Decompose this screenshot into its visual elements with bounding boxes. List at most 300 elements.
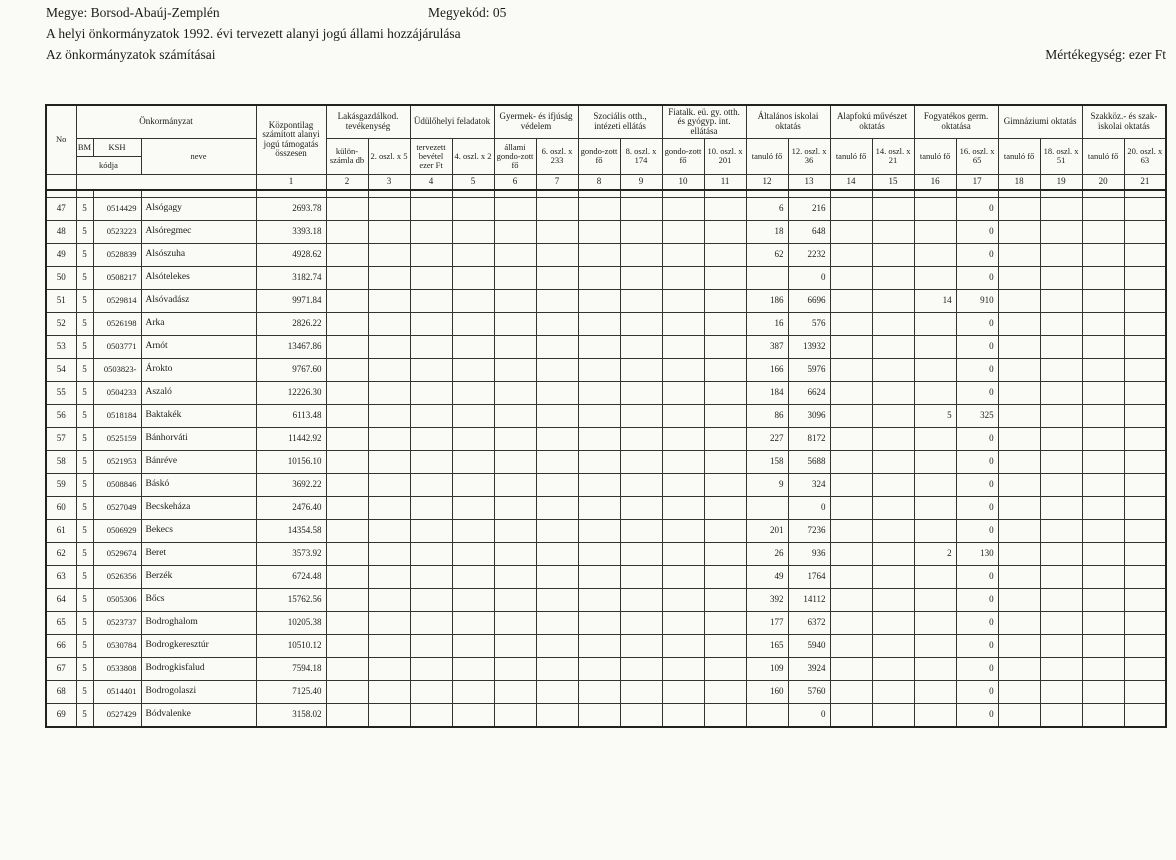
value-cell <box>452 312 494 335</box>
value-cell <box>326 611 368 634</box>
value-cell <box>368 450 410 473</box>
value-cell <box>1124 404 1166 427</box>
value-cell: 6372 <box>788 611 830 634</box>
value-cell: 0 <box>956 611 998 634</box>
value-cell <box>704 519 746 542</box>
value-cell <box>494 450 536 473</box>
value-cell <box>872 703 914 727</box>
total-support: 9971.84 <box>256 289 326 312</box>
value-cell <box>662 565 704 588</box>
value-cell <box>872 197 914 220</box>
value-cell <box>494 519 536 542</box>
value-cell <box>620 634 662 657</box>
header-bm: BM <box>76 138 93 156</box>
value-cell <box>830 197 872 220</box>
value-cell <box>536 611 578 634</box>
value-cell <box>998 197 1040 220</box>
value-cell <box>326 266 368 289</box>
value-cell <box>872 404 914 427</box>
value-cell <box>536 680 578 703</box>
value-cell <box>1082 634 1124 657</box>
municipality-name: Bőcs <box>141 588 256 611</box>
value-cell <box>872 312 914 335</box>
municipality-name: Baktakék <box>141 404 256 427</box>
value-cell <box>1040 243 1082 266</box>
value-cell <box>410 197 452 220</box>
value-cell <box>1124 519 1166 542</box>
value-cell <box>830 427 872 450</box>
value-cell: 0 <box>956 657 998 680</box>
ksh-code: 0514429 <box>93 197 141 220</box>
column-number: 2 <box>326 174 368 190</box>
value-cell <box>830 335 872 358</box>
value-cell <box>578 634 620 657</box>
total-support: 12226.30 <box>256 381 326 404</box>
value-cell <box>998 450 1040 473</box>
header-group: Alapfokú művészet oktatás <box>830 105 914 138</box>
value-cell <box>662 266 704 289</box>
value-cell <box>872 335 914 358</box>
value-cell <box>704 565 746 588</box>
total-support: 3692.22 <box>256 473 326 496</box>
value-cell <box>452 358 494 381</box>
header-subcolumn: 2. oszl. x 5 <box>368 138 410 174</box>
ksh-code: 0523223 <box>93 220 141 243</box>
value-cell: 0 <box>956 266 998 289</box>
value-cell <box>662 680 704 703</box>
value-cell <box>536 266 578 289</box>
value-cell <box>578 381 620 404</box>
column-number: 6 <box>494 174 536 190</box>
value-cell: 910 <box>956 289 998 312</box>
value-cell <box>620 358 662 381</box>
value-cell: 324 <box>788 473 830 496</box>
header-subcolumn: állami gondo-zott fő <box>494 138 536 174</box>
value-cell: 16 <box>746 312 788 335</box>
value-cell <box>998 243 1040 266</box>
value-cell <box>1082 404 1124 427</box>
spacer-cell <box>914 190 956 198</box>
row-number: 51 <box>46 289 76 312</box>
ksh-code: 0503823- <box>93 358 141 381</box>
ksh-code: 0523737 <box>93 611 141 634</box>
value-cell <box>536 335 578 358</box>
total-support: 2476.40 <box>256 496 326 519</box>
table-row <box>46 611 1166 634</box>
value-cell <box>998 266 1040 289</box>
header-subcolumn: tanuló fő <box>830 138 872 174</box>
value-cell <box>410 450 452 473</box>
table-row <box>46 266 1166 289</box>
spacer-cell <box>956 190 998 198</box>
row-number: 61 <box>46 519 76 542</box>
value-cell <box>998 312 1040 335</box>
value-cell <box>368 289 410 312</box>
value-cell <box>914 450 956 473</box>
header-group: Lakásgazdálkod. tevékenység <box>326 105 410 138</box>
ksh-code: 0527049 <box>93 496 141 519</box>
value-cell: 1764 <box>788 565 830 588</box>
value-cell <box>620 427 662 450</box>
value-cell <box>1124 565 1166 588</box>
value-cell <box>410 220 452 243</box>
value-cell <box>1082 496 1124 519</box>
value-cell: 158 <box>746 450 788 473</box>
value-cell: 5976 <box>788 358 830 381</box>
value-cell <box>830 634 872 657</box>
value-cell <box>620 335 662 358</box>
header-subcolumn: tanuló fő <box>998 138 1040 174</box>
value-cell <box>578 657 620 680</box>
ksh-code: 0508217 <box>93 266 141 289</box>
value-cell <box>410 657 452 680</box>
value-cell <box>620 312 662 335</box>
ksh-code: 0530784 <box>93 634 141 657</box>
bm-code: 5 <box>76 335 93 358</box>
value-cell: 325 <box>956 404 998 427</box>
value-cell <box>494 335 536 358</box>
value-cell <box>872 473 914 496</box>
municipality-name: Báskó <box>141 473 256 496</box>
column-number: 3 <box>368 174 410 190</box>
ksh-code: 0529674 <box>93 542 141 565</box>
value-cell <box>998 565 1040 588</box>
value-cell <box>1124 266 1166 289</box>
value-cell <box>998 427 1040 450</box>
value-cell <box>326 404 368 427</box>
value-cell <box>326 657 368 680</box>
value-cell <box>1124 243 1166 266</box>
bm-code: 5 <box>76 220 93 243</box>
value-cell <box>326 680 368 703</box>
spacer-cell <box>1082 190 1124 198</box>
municipality-name: Alsóregmec <box>141 220 256 243</box>
value-cell <box>662 243 704 266</box>
municipality-name: Aszaló <box>141 381 256 404</box>
bm-code: 5 <box>76 289 93 312</box>
ksh-code: 0504233 <box>93 381 141 404</box>
column-number: 17 <box>956 174 998 190</box>
value-cell: 14 <box>914 289 956 312</box>
value-cell <box>368 703 410 727</box>
value-cell <box>998 404 1040 427</box>
value-cell <box>914 611 956 634</box>
value-cell <box>410 404 452 427</box>
value-cell <box>1040 703 1082 727</box>
value-cell <box>410 473 452 496</box>
bm-code: 5 <box>76 519 93 542</box>
value-cell <box>830 312 872 335</box>
table-row <box>46 680 1166 703</box>
value-cell <box>704 450 746 473</box>
value-cell <box>1082 289 1124 312</box>
value-cell <box>452 335 494 358</box>
total-support: 3573.92 <box>256 542 326 565</box>
value-cell <box>536 197 578 220</box>
value-cell <box>578 427 620 450</box>
header-subcolumn: 10. oszl. x 201 <box>704 138 746 174</box>
value-cell <box>452 588 494 611</box>
value-cell <box>704 496 746 519</box>
row-number: 56 <box>46 404 76 427</box>
allocation-table <box>45 104 1167 728</box>
header-blank <box>46 174 76 190</box>
total-support: 9767.60 <box>256 358 326 381</box>
value-cell <box>536 289 578 312</box>
value-cell <box>326 450 368 473</box>
spacer-cell <box>578 190 620 198</box>
value-cell <box>998 519 1040 542</box>
value-cell <box>620 243 662 266</box>
municipality-name: Bodroghalom <box>141 611 256 634</box>
value-cell: 0 <box>956 634 998 657</box>
header-group: Általános iskolai oktatás <box>746 105 830 138</box>
spacer-cell <box>141 190 256 198</box>
value-cell <box>1124 496 1166 519</box>
value-cell <box>578 473 620 496</box>
value-cell <box>1040 519 1082 542</box>
value-cell <box>1040 220 1082 243</box>
value-cell <box>830 473 872 496</box>
row-number: 60 <box>46 496 76 519</box>
value-cell <box>1082 358 1124 381</box>
value-cell <box>872 450 914 473</box>
value-cell <box>494 266 536 289</box>
value-cell <box>326 358 368 381</box>
value-cell <box>746 703 788 727</box>
value-cell <box>830 243 872 266</box>
column-number: 16 <box>914 174 956 190</box>
value-cell: 6696 <box>788 289 830 312</box>
value-cell <box>368 565 410 588</box>
value-cell <box>368 634 410 657</box>
value-cell <box>1040 404 1082 427</box>
value-cell <box>620 496 662 519</box>
value-cell <box>1040 542 1082 565</box>
bm-code: 5 <box>76 542 93 565</box>
header-subcolumn: 14. oszl. x 21 <box>872 138 914 174</box>
value-cell <box>620 381 662 404</box>
value-cell <box>452 611 494 634</box>
value-cell: 0 <box>956 519 998 542</box>
value-cell <box>662 450 704 473</box>
value-cell <box>872 519 914 542</box>
value-cell <box>998 680 1040 703</box>
value-cell <box>704 634 746 657</box>
table-row <box>46 358 1166 381</box>
value-cell <box>830 657 872 680</box>
ksh-code: 0503771 <box>93 335 141 358</box>
value-cell: 0 <box>956 335 998 358</box>
value-cell: 49 <box>746 565 788 588</box>
value-cell <box>536 220 578 243</box>
value-cell <box>368 404 410 427</box>
value-cell: 3924 <box>788 657 830 680</box>
value-cell <box>1082 703 1124 727</box>
ksh-code: 0521953 <box>93 450 141 473</box>
value-cell: 0 <box>956 427 998 450</box>
ksh-code: 0527429 <box>93 703 141 727</box>
row-number: 63 <box>46 565 76 588</box>
value-cell <box>620 657 662 680</box>
value-cell <box>662 335 704 358</box>
value-cell <box>914 381 956 404</box>
value-cell <box>704 703 746 727</box>
value-cell <box>1040 588 1082 611</box>
value-cell <box>1040 289 1082 312</box>
spacer-cell <box>872 190 914 198</box>
value-cell <box>1040 312 1082 335</box>
value-cell <box>536 450 578 473</box>
total-support: 3393.18 <box>256 220 326 243</box>
spacer-cell <box>746 190 788 198</box>
value-cell <box>998 496 1040 519</box>
value-cell: 9 <box>746 473 788 496</box>
value-cell <box>704 312 746 335</box>
bm-code: 5 <box>76 266 93 289</box>
value-cell: 936 <box>788 542 830 565</box>
column-number: 1 <box>256 174 326 190</box>
column-number: 11 <box>704 174 746 190</box>
value-cell <box>872 565 914 588</box>
table-row <box>46 588 1166 611</box>
municipality-name: Alsótelekes <box>141 266 256 289</box>
value-cell: 5 <box>914 404 956 427</box>
value-cell: 109 <box>746 657 788 680</box>
value-cell <box>536 358 578 381</box>
municipality-name: Bodrogolaszi <box>141 680 256 703</box>
value-cell <box>830 496 872 519</box>
value-cell: 2232 <box>788 243 830 266</box>
value-cell <box>1124 588 1166 611</box>
value-cell <box>494 381 536 404</box>
header-group: Fogyatékos germ. oktatása <box>914 105 998 138</box>
bm-code: 5 <box>76 404 93 427</box>
value-cell <box>410 358 452 381</box>
value-cell <box>704 358 746 381</box>
value-cell <box>578 611 620 634</box>
spacer-cell <box>1040 190 1082 198</box>
value-cell <box>998 381 1040 404</box>
value-cell: 2 <box>914 542 956 565</box>
value-cell: 184 <box>746 381 788 404</box>
value-cell: 0 <box>956 450 998 473</box>
value-cell <box>452 519 494 542</box>
municipality-name: Alsóvadász <box>141 289 256 312</box>
unit-label: Mértékegység: ezer Ft <box>1045 47 1166 62</box>
table-row <box>46 565 1166 588</box>
value-cell <box>662 634 704 657</box>
total-support: 7594.18 <box>256 657 326 680</box>
value-cell <box>1124 289 1166 312</box>
county-label: Megye: Borsod-Abaúj-Zemplén <box>46 5 220 20</box>
ksh-code: 0525159 <box>93 427 141 450</box>
value-cell <box>1082 450 1124 473</box>
value-cell <box>746 496 788 519</box>
table-row <box>46 220 1166 243</box>
value-cell: 165 <box>746 634 788 657</box>
value-cell <box>326 703 368 727</box>
value-cell <box>914 243 956 266</box>
bm-code: 5 <box>76 450 93 473</box>
header-kodja: kódja <box>76 156 141 174</box>
row-number: 69 <box>46 703 76 727</box>
value-cell <box>578 519 620 542</box>
value-cell <box>830 542 872 565</box>
total-support: 6724.48 <box>256 565 326 588</box>
ksh-code: 0528839 <box>93 243 141 266</box>
value-cell <box>1124 427 1166 450</box>
value-cell <box>326 634 368 657</box>
value-cell <box>578 565 620 588</box>
value-cell: 0 <box>956 220 998 243</box>
value-cell <box>410 703 452 727</box>
value-cell <box>410 519 452 542</box>
value-cell <box>410 381 452 404</box>
value-cell <box>368 496 410 519</box>
spacer-cell <box>998 190 1040 198</box>
column-number: 12 <box>746 174 788 190</box>
value-cell <box>326 289 368 312</box>
value-cell <box>914 496 956 519</box>
value-cell <box>830 358 872 381</box>
ksh-code: 0526356 <box>93 565 141 588</box>
value-cell <box>620 197 662 220</box>
value-cell <box>326 197 368 220</box>
spacer-cell <box>704 190 746 198</box>
value-cell <box>704 197 746 220</box>
value-cell <box>998 473 1040 496</box>
value-cell <box>1082 197 1124 220</box>
bm-code: 5 <box>76 427 93 450</box>
header-subcolumn: tanuló fő <box>1082 138 1124 174</box>
value-cell <box>578 266 620 289</box>
table-row <box>46 703 1166 727</box>
bm-code: 5 <box>76 381 93 404</box>
value-cell: 18 <box>746 220 788 243</box>
value-cell <box>452 496 494 519</box>
value-cell <box>620 519 662 542</box>
value-cell <box>452 243 494 266</box>
value-cell <box>368 657 410 680</box>
municipality-name: Alsószuha <box>141 243 256 266</box>
spacer-cell <box>1124 190 1166 198</box>
header-subcolumn: gondo-zott fő <box>578 138 620 174</box>
value-cell <box>368 243 410 266</box>
value-cell <box>494 404 536 427</box>
value-cell: 130 <box>956 542 998 565</box>
value-cell: 387 <box>746 335 788 358</box>
value-cell: 0 <box>956 473 998 496</box>
total-support: 15762.56 <box>256 588 326 611</box>
value-cell <box>662 197 704 220</box>
value-cell <box>620 611 662 634</box>
value-cell <box>1082 565 1124 588</box>
ksh-code: 0505306 <box>93 588 141 611</box>
value-cell <box>662 312 704 335</box>
table-row <box>46 312 1166 335</box>
value-cell: 62 <box>746 243 788 266</box>
header-subcolumn: 6. oszl. x 233 <box>536 138 578 174</box>
value-cell <box>662 657 704 680</box>
row-number: 47 <box>46 197 76 220</box>
value-cell: 0 <box>956 680 998 703</box>
value-cell: 216 <box>788 197 830 220</box>
total-support: 2826.22 <box>256 312 326 335</box>
value-cell <box>1082 542 1124 565</box>
ksh-code: 0526198 <box>93 312 141 335</box>
spacer-cell <box>662 190 704 198</box>
